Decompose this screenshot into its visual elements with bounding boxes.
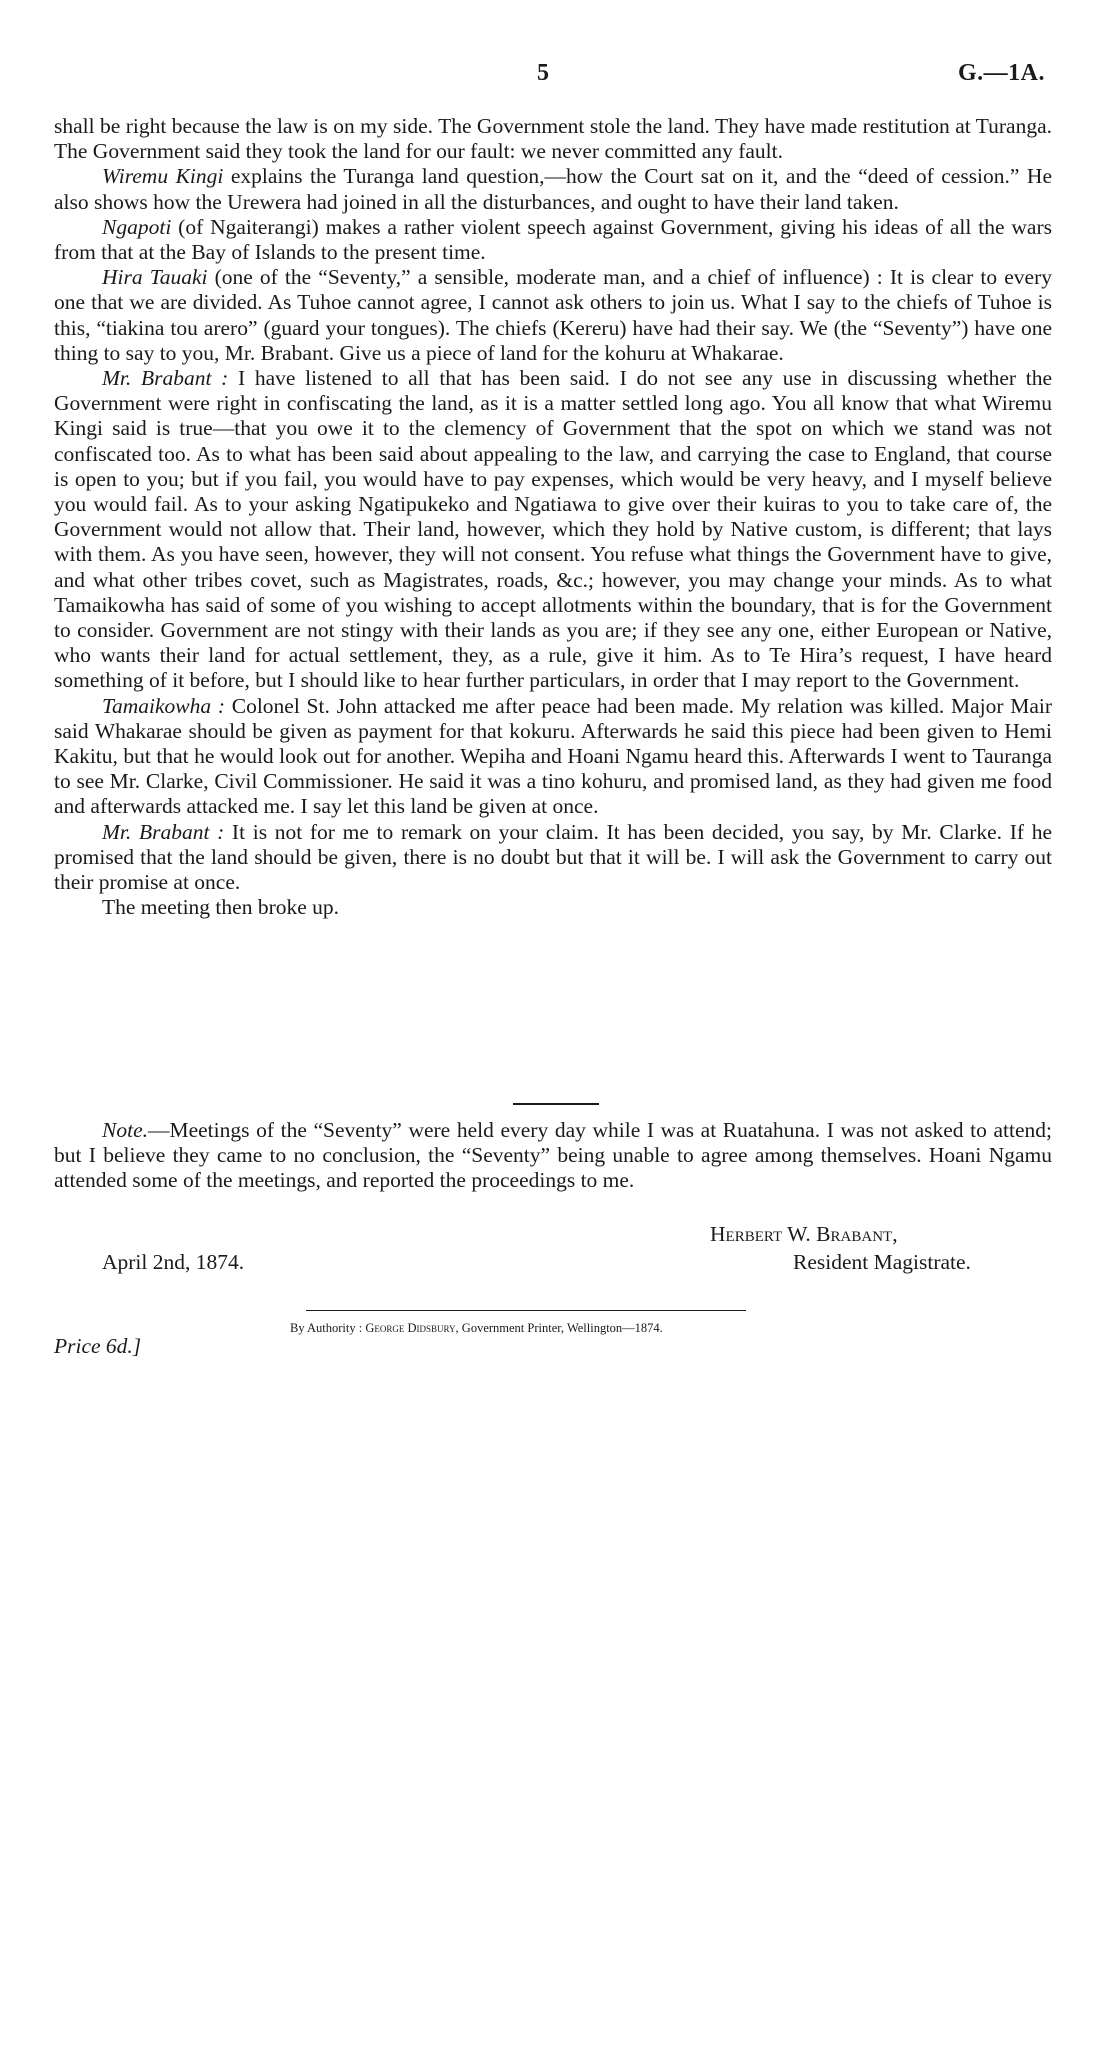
- paragraph-text: Colonel St. John attacked me after peace had been made. My relation was killed. Major Mair said Whakarae should be given as payment for that kokuru. Afterwards he said this piece had been given to Hemi Kakitu, but that he would look out for another. Wepiha and Hoani Ngamu heard this. Afterwards I went to Tauranga to see Mr. Clarke, Civil Commissioner. He said it was a tino kohuru, and promised land, as they had given me food and afterwards attacked me. I say let this land be given at once.: [54, 693, 1053, 819]
- paragraph-ngapoti: [54, 215, 1052, 265]
- note-text: —Meetings of the “Seventy” were held every day while I was at Ruatahuna. I was not asked to attend; but I believe they came to no conclusion, the “Seventy” being unable to agree among themselves. Hoani Ngamu attended some of the meetings, and reported the proceedings to me.: [54, 1118, 1052, 1193]
- paragraph-text: It is not for me to remark on your claim. It has been decided, you say, by Mr. Clarke. If he promised that the land should be given, there is no doubt but that it will be. I will ask the Government to carry out their promise at once.: [54, 819, 1052, 895]
- speaker-name: Ngapoti: [102, 214, 172, 239]
- letter-date: April 2nd, 1874.: [102, 1250, 245, 1274]
- speaker-name: Tamaikowha :: [102, 693, 226, 718]
- speaker-name: Wiremu Kingi: [102, 164, 224, 189]
- note-label: Note.: [102, 1118, 148, 1142]
- paragraph-hira-tauaki: [54, 265, 1052, 366]
- paragraph-meeting-end: [54, 895, 1052, 920]
- paragraph-mr-brabant-reply: [54, 366, 1052, 694]
- paragraph-text: The meeting then broke up.: [102, 895, 340, 920]
- imprint-suffix: , Government Printer, Wellington—1874.: [455, 1321, 663, 1335]
- paragraph-text: shall be right because the law is on my side. The Government stole the land. They have made restitution at Turanga. The Government said they took the land for our fault: we never committed any fault.: [54, 114, 1052, 164]
- paragraph-wiremu-kingi: [54, 164, 1052, 214]
- signatory-name: Herbert W. Brabant,: [710, 1222, 898, 1246]
- paragraph-text: (of Ngaiterangi) makes a rather violent speech against Government, giving his ideas of all the wars from that at the Bay of Islands to the present time.: [54, 214, 1052, 265]
- printer-imprint: [290, 1321, 663, 1336]
- paragraph-tamaikowha: [54, 694, 1052, 820]
- speaker-name: Hira Tauaki: [102, 265, 208, 290]
- section-divider: [513, 1103, 599, 1105]
- printer-name: George Didsbury: [365, 1321, 456, 1335]
- paragraph-text: (one of the “Seventy,” a sensible, moderate man, and a chief of influence) : It is clear to every one that we are divided. As Tuhoe cannot agree, I cannot ask others to join us. What I say to the chiefs of Tuhoe is this, “tiakina tou arero” (guard your tongues). The chiefs (Kereru) have had their say. We (the “Seventy”) have one thing to say to you, Mr. Brabant. Give us a piece of land for the kohuru at Whakarae.: [54, 265, 1052, 365]
- paragraph-mr-brabant-final: [54, 820, 1052, 896]
- note-paragraph: [54, 1118, 1052, 1194]
- document-code: G.—1A.: [958, 60, 1045, 86]
- paragraph-text: I have listened to all that has been said. I do not see any use in discussing whether the Government were right in confiscating the land, as it is a matter settled long ago. You all know that what Wiremu Kingi said is true—that you owe it to the clemency of Government that the spot on which we stand was not confiscated too. As to what has been said about appealing to the law, and carrying the case to England, that course is open to you; but if you fail, you would have to pay expenses, which would be very heavy, and I myself believe you would fail. As to your asking Ngatipukeko and Ngatiawa to give over their kuiras to you to take care of, the Government would not allow that. Their land, however, which they hold by Native custom, is different; that lays with them. As you have seen, however, they will not consent. You refuse what things the Government have to give, and what other tribes covet, such as Magistrates, roads, &c.; however, you may change your minds. As to what Tamaikowha has said of some of you wishing to accept allotments within the boundary, that is for the Government to consider. Government are not stingy with their lands as you are; if they see any one, either European or Native, who wants their land for actual settlement, they, as a rule, give it him. As to Te Hira’s request, I have heard something of it before, but I should like to hear further particulars, in order that I may report to the Government.: [54, 366, 1053, 693]
- price-label: Price 6d.]: [54, 1334, 142, 1358]
- signatory-title: Resident Magistrate.: [793, 1250, 971, 1274]
- imprint-prefix: By Authority :: [290, 1321, 366, 1335]
- paragraph-continuation: [54, 114, 1052, 164]
- speaker-name: Mr. Brabant :: [102, 819, 225, 844]
- footer-divider: [306, 1310, 746, 1311]
- paragraph-text: explains the Turanga land question,—how the Court sat on it, and the “deed of cession.” He also shows how the Urewera had joined in all the disturbances, and ought to have their land taken.: [54, 164, 1053, 214]
- speaker-name: Mr. Brabant :: [102, 366, 229, 391]
- body-text: [54, 114, 1052, 921]
- page-number: 5: [537, 60, 549, 86]
